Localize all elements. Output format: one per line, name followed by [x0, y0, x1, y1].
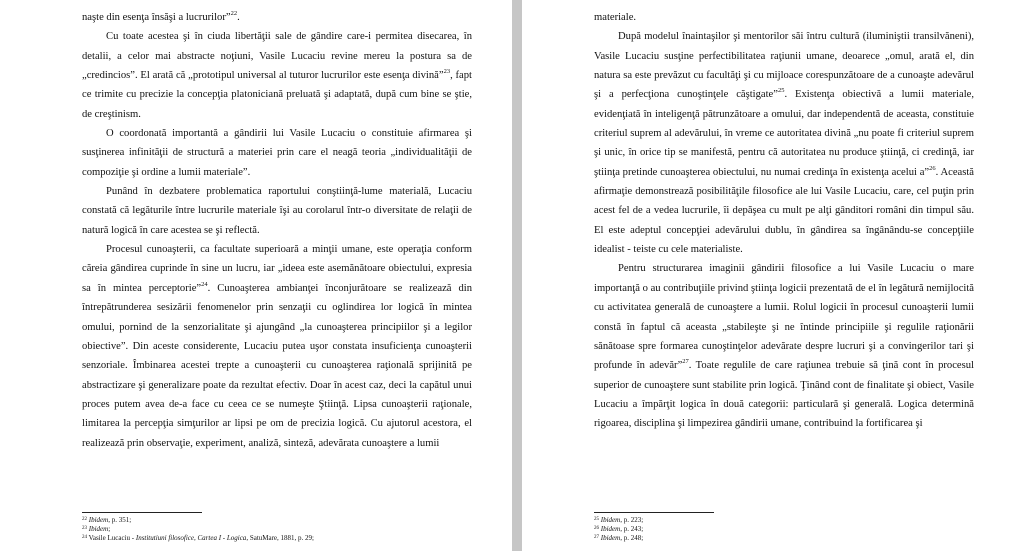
footnote-ref[interactable]: 26	[929, 164, 936, 172]
footnote-separator	[594, 512, 714, 513]
footnote-ref[interactable]: 23	[443, 68, 451, 76]
footnote: $^{23}$ Ibidem;	[82, 524, 111, 533]
document-page-right	[522, 0, 1024, 551]
paragraph: naşte din esenţa însăşi a lucrurilor”$^{22}$.	[82, 10, 240, 23]
footnotes	[594, 512, 974, 542]
paragraph: Procesul cunoaşterii, ca facultate superioară a minţii umane, este operaţia conform căreia gândirea cuprinde în sine un lucru, iar „ideea este asemănătoare obiectului, expresia sa în mintea perceptorie”$^{24}$. Cunoaşterea ambianţei înconjurătoare se realizează din întrepătrunderea sesizării fenomenelor prin senzaţii cu oglindirea lor logică în mintea omului, pornind de la senzorialitate şi ajungând „la cunoaşterea principiilor şi a legilor obiective”. Din aceste considerente, Lucaciu putea uşor constata insuficienţa cunoaşterii senzoriale. Îmbinarea acestei trepte a cunoaşterii cu cunoaşterea raţională sprijinită pe abstractizare şi generalizare poate da rezultat efectiv. Doar în acest caz, deci la capătul unui proces putem avea de-a face cu ceea ce se numeşte Ştiinţă. Lipsa cunoaşterii raţionale, limitarea la percepţia simţurilor ar lipsi pe om de precizia logică. Cu ajutorul acestora, el realizează prin observaţie, experiment, analiză, sinteză, adevărata cunoaştere a lumii	[82, 244, 472, 449]
footnote: $^{22}$ Ibidem, p. 351;	[82, 516, 132, 524]
footnote: $^{24}$ Vasile Lucaciu - Institutiuni filosofice, Cartea I - Logica, SatuMare, 1881, p. 29;	[82, 533, 314, 542]
paragraph: După modelul înaintaşilor şi mentorilor săi întru cultură (iluminiştii transilvăneni), Vasile Lucaciu susţine perfectibilitatea raţiunii umane, deoarece „omul, arată el, din natura sa este prevăzut cu facultăţi şi cu mijloace corespunzătoare de a cunoaşte adevărul şi a perfecţiona cunoştinţele căştigate”$^{25}$. Existenţa obiectivă a lumii materiale, evidenţiată în inteligenţă pătrunzătoare a omului, dar independentă de aceasta, constituie criteriul suprem al adevărului, în vreme ce autoritatea divină „nu poate fi criteriul suprem şi unic, în orice tip se manifestă, pentru că autoritatea nu produce ştiinţă, ci credinţă, iar ştiinţa pretinde cunoaşterea obiectului, nu numai credinţa în existenţa acelui a”$^{26}$. Această afirmaţie demonstrează posibilităţile filosofice ale lui Vasile Lucaciu, care, cel puţin prin acest fel de a vedea lucrurile, îi depăşea cu mult pe alţi gânditori români din timpul său. El este adeptul concepţiei adevărului dublu, în gândirea sa îngânându-se concepţiile idealist - teiste cu cele materialiste.	[594, 31, 974, 256]
footnote-ref[interactable]: 22	[230, 10, 238, 17]
footnote: $^{26}$ Ibidem, p. 243;	[594, 524, 644, 533]
footnote-ref[interactable]: 27	[682, 358, 689, 366]
paragraph: materiale.	[594, 12, 637, 23]
footnote-ref[interactable]: 24	[201, 280, 208, 288]
footnotes	[82, 512, 472, 542]
paragraph: Pentru structurarea imaginii gândirii filosofice a lui Vasile Lucaciu o mare importanţă o au contribuţiile privind ştiinţa logicii prezentată de el în legătură nemijlocită cu activitatea generală de cunoaştere a lumii. Rolul logicii în procesul cunoaşterii lumii constă în faptul că aceasta „stabileşte şi ne întinde principiile şi regulile raţionării sănătoase spre formarea cunoştinţelor adevărate despre lucruri şi a convingerilor tari şi profunde în adevăr”$^{27}$. Toate regulile de care raţiunea trebuie să ţină cont în procesul superior de cunoaştere sunt stabilite prin logică. Ţinând cont de finalitate şi obiect, Vasile Lucaciu a împărţit logica în două categorii: particulară şi generală. Logica determină rigoarea, disciplina şi limpezirea gândirii umane, contribuind la fortificarea şi	[594, 263, 974, 430]
paragraph: O coordonată importantă a gândirii lui Vasile Lucaciu o constituie afirmarea şi susţinerea infinităţii de structură a materiei prin care el neagă teoria „individualităţii de compoziţie şi ordine a lumii materiale”.	[82, 128, 472, 178]
footnote: $^{25}$ Ibidem, p. 223;	[594, 516, 644, 524]
footnote-ref[interactable]: 25	[777, 87, 785, 95]
paragraph: Punând în dezbatere problematica raportului conştiinţă-lume materială, Lucaciu constată că legăturile între lucrurile materiale îşi au corolarul într-o diversitate de relaţii de natură logică în care acestea se şi reflectă.	[82, 186, 472, 236]
footnote: $^{27}$ Ibidem, p. 248;	[594, 533, 644, 542]
footnote-separator	[82, 512, 202, 513]
paragraph: Cu toate acestea şi în ciuda libertăţii sale de gândire care-i permitea disecarea, în detalii, a celor mai abstracte noţiuni, Vasile Lucaciu revine mereu la postura sa de „credincios”. El arată că „prototipul universal al tuturor lucrurilor este esenţa divină”$^{23}$, fapt ce trimite cu precizie la concepţia platoniciană preluată şi adaptată, după cum bine se ştie, de creştinism.	[82, 31, 472, 120]
